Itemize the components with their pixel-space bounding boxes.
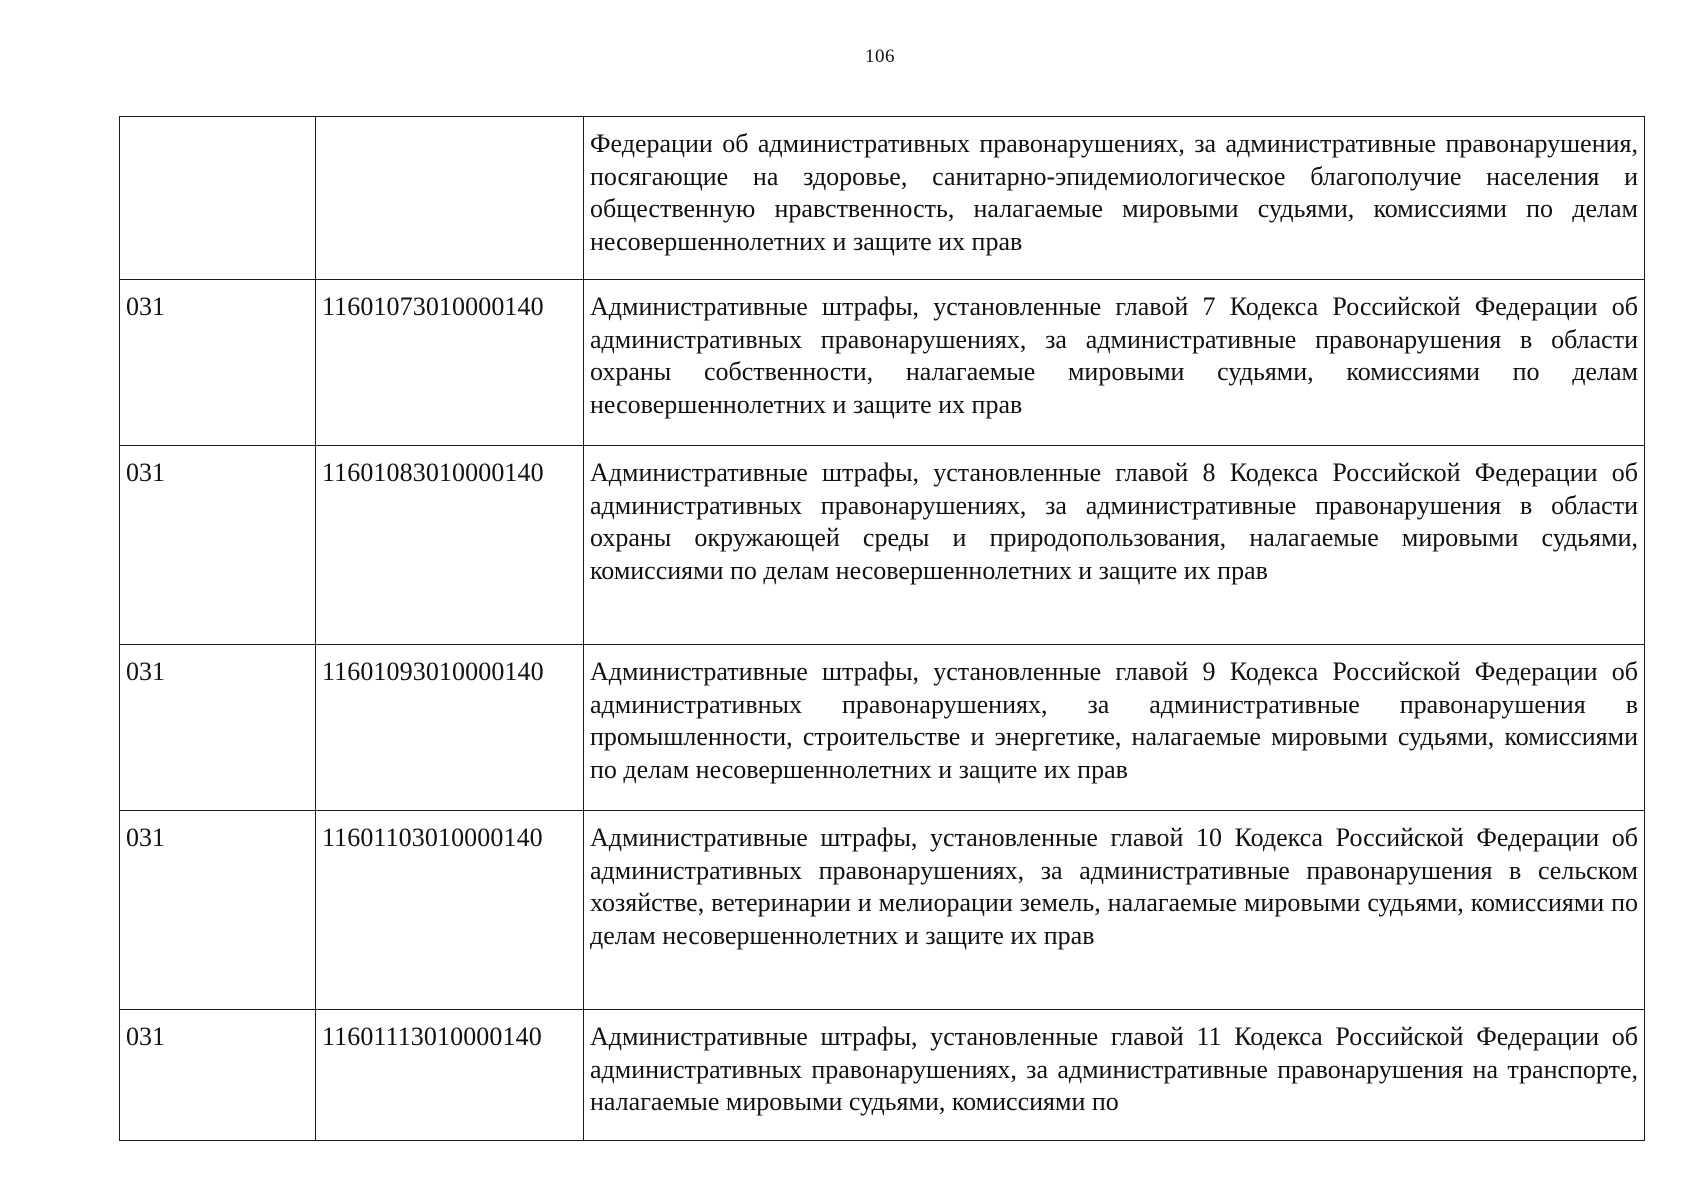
admin-code-cell: 031 [120,645,316,811]
table-row [120,446,1645,645]
table-row [120,280,1645,446]
page-number: 106 [865,46,895,67]
kbk-code-cell: 11601113010000140 [316,1010,584,1141]
kbk-code-cell: 11601103010000140 [316,811,584,1010]
admin-code-cell: 031 [120,811,316,1010]
revenue-codes-table [119,116,1645,1141]
kbk-code-cell [316,117,584,280]
admin-code-cell [120,117,316,280]
description-cell [584,1010,1645,1141]
admin-code-cell: 031 [120,1010,316,1141]
description-cell: Административные штрафы, установленные главой 9 Кодекса Российской Федерации об административных правонарушениях, за административные правонарушения в промышленности, строительстве и энергетике, налагаемые мировыми судьями, комиссиями по делам несовершеннолетних и защите их прав [584,645,1645,811]
admin-code-cell: 031 [120,280,316,446]
kbk-code-cell: 11601073010000140 [316,280,584,446]
table-row [120,811,1645,1010]
kbk-code-cell: 11601093010000140 [316,645,584,811]
admin-code-cell: 031 [120,446,316,645]
description-text: Административные штрафы, установленные главой 11 Кодекса Российской Федерации об административных правонарушениях, за административные правонарушения на транспорте, налагаемые мировыми судьями, комиссиями по [590,1022,1638,1116]
table-row [120,117,1645,280]
table-row [120,1010,1645,1141]
description-cell: Федерации об административных правонарушениях, за административные правонарушения, посягающие на здоровье, санитарно-эпидемиологическое благополучие населения и общественную нравственность, налагаемые мировыми судьями, комиссиями по делам несовершеннолетних и защите их прав [584,117,1645,280]
description-cell: Административные штрафы, установленные главой 7 Кодекса Российской Федерации об административных правонарушениях, за административные правонарушения в области охраны собственности, налагаемые мировыми судьями, комиссиями по делам несовершеннолетних и защите их прав [584,280,1645,446]
description-cell: Административные штрафы, установленные главой 8 Кодекса Российской Федерации об административных правонарушениях, за административные правонарушения в области охраны окружающей среды и природопользования, налагаемые мировыми судьями, комиссиями по делам несовершеннолетних и защите их прав [584,446,1645,645]
table-row [120,645,1645,811]
kbk-code-cell: 11601083010000140 [316,446,584,645]
description-cell: Административные штрафы, установленные главой 10 Кодекса Российской Федерации об административных правонарушениях, за административные правонарушения в сельском хозяйстве, ветеринарии и мелиорации земель, налагаемые мировыми судьями, комиссиями по делам несовершеннолетних и защите их прав [584,811,1645,1010]
